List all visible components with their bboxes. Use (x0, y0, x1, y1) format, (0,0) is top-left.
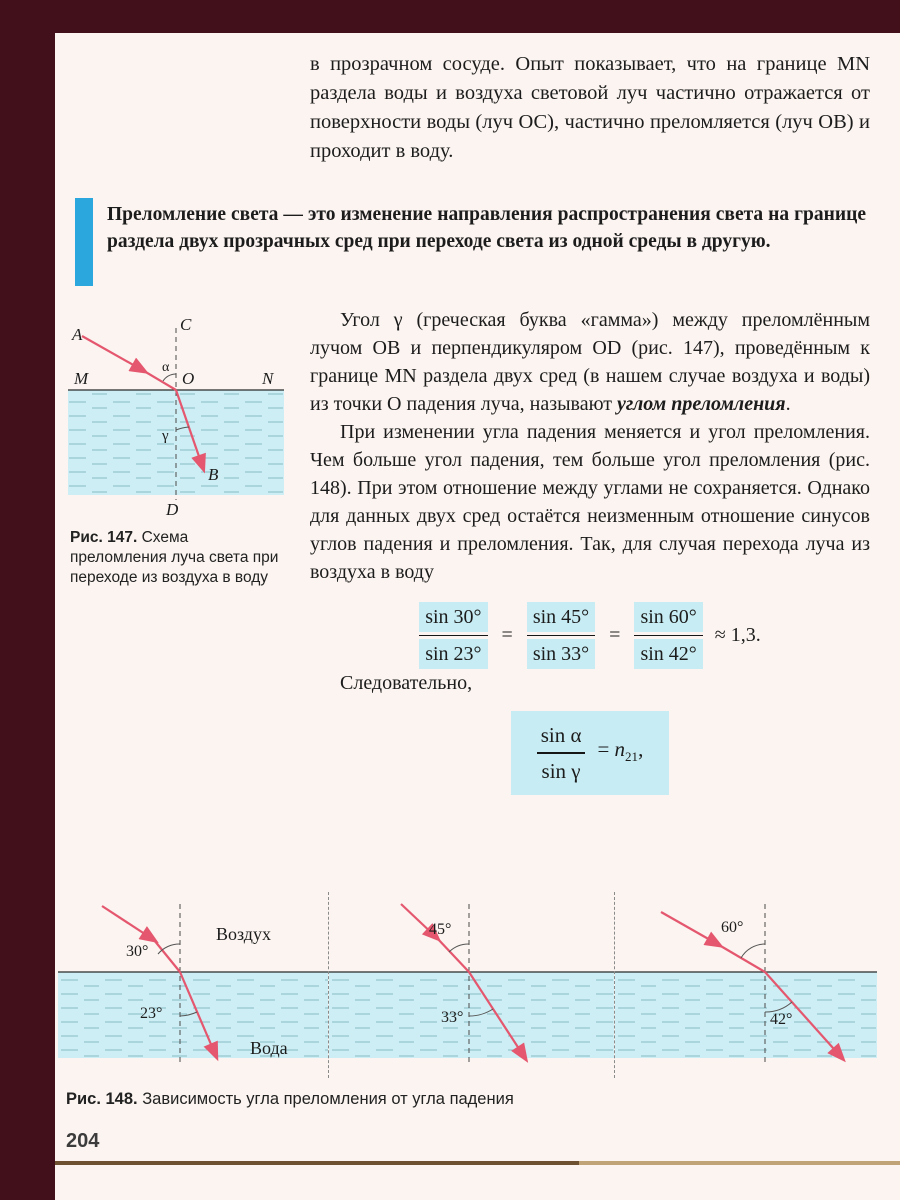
fraction-30 (419, 602, 487, 669)
approx-value: ≈ 1,3. (714, 624, 761, 647)
fraction-30-numerator: sin 30° (419, 602, 487, 632)
figure-148-panel-45 (329, 892, 614, 1080)
paragraph-refraction-angle (310, 306, 870, 418)
water-region (68, 390, 284, 495)
incident-ray-tail (154, 940, 180, 972)
definition-text: Преломление света — это изменение направления распространения света на границе раздела двух прозрачных сред при переходе света из одной среды в другую. (107, 204, 866, 252)
paragraph-refraction-angle-tail: . (785, 393, 791, 415)
label-M: M (74, 369, 89, 388)
formula-equals: = (597, 736, 610, 761)
fraction-45-bar (527, 635, 595, 637)
fraction-60 (634, 602, 702, 669)
fraction-60-bar (634, 635, 702, 637)
formula-symbol-n: n (614, 736, 626, 761)
water-region (329, 972, 614, 1058)
figure-147-caption (70, 528, 288, 588)
incident-ray-tail (144, 371, 176, 390)
incident-ray (82, 336, 144, 371)
formula-fraction (537, 720, 586, 787)
label-O: O (182, 369, 195, 388)
formula-numerator: sin α (540, 722, 582, 747)
label-alpha: α (162, 360, 170, 375)
definition-accent-bar (75, 198, 93, 286)
incident-ray (102, 906, 154, 940)
incidence-angle-label: 60° (721, 919, 744, 936)
fraction-30-bar (419, 635, 487, 637)
air-label: Воздух (216, 924, 271, 944)
refraction-index-formula-box (511, 711, 670, 796)
formula-denominator: sin γ (541, 759, 581, 784)
figure-147-caption-label: Рис. 147. (70, 529, 138, 546)
intro-paragraph: в прозрачном сосуде. Опыт показывает, что на границе MN раздела воды и воздуха световой луч частично отражается от поверхности воды (луч ОС), частично преломляется (луч ОВ) и проходит в воду. (310, 53, 870, 162)
figure-148-caption-text: Зависимость угла преломления от угла падения (142, 1090, 514, 1108)
refraction-angle-label: 42° (770, 1011, 793, 1028)
figure-148-caption-label: Рис. 148. (66, 1090, 138, 1108)
incident-ray (661, 912, 719, 945)
figure-147-caption-text: Схема преломления луча света при переходе из воздуха в воду (70, 529, 279, 586)
equals-sign: = (501, 624, 513, 647)
fraction-45 (527, 602, 595, 669)
fraction-45-numerator: sin 45° (527, 602, 595, 632)
water-label: Вода (250, 1038, 288, 1058)
label-gamma: γ (162, 428, 169, 444)
figure-148-panel-60 (615, 892, 877, 1080)
label-C: C (180, 315, 192, 334)
formula-subscript: 21 (625, 748, 639, 764)
figure-147-diagram (66, 314, 288, 519)
refraction-angle-term: углом преломления (617, 393, 786, 415)
incident-ray-tail (719, 945, 765, 972)
fraction-60-denominator: sin 42° (634, 639, 702, 669)
fraction-45-denominator: sin 33° (527, 639, 595, 669)
incidence-angle-label: 30° (126, 943, 149, 960)
sine-ratio-formula (310, 602, 870, 669)
equals-sign: = (609, 624, 621, 647)
figure-148 (58, 892, 877, 1080)
label-B: B (208, 465, 219, 484)
incidence-angle-label: 45° (429, 921, 452, 938)
formula-rhs (597, 735, 643, 771)
refraction-angle-label: 33° (441, 1009, 464, 1026)
formula-fraction-bar (537, 752, 586, 754)
water-region (615, 972, 877, 1058)
incident-ray-tail (437, 938, 469, 972)
footer-rule (55, 1161, 900, 1165)
sledovatelno-text: Следовательно, (340, 671, 473, 694)
paragraph-angle-change: При изменении угла падения меняется и угол преломления. Чем больше угол падения, тем больше угол преломления (рис. 148). При этом отношение между углами не сохраняется. Однако для данных двух сред остаётся неизменным отношение синусов углов падения и преломления. Так, для случая перехода луча из воздуха в воду (310, 421, 870, 583)
fraction-30-denominator: sin 23° (419, 639, 487, 669)
page-number: 204 (66, 1130, 100, 1152)
fraction-60-numerator: sin 60° (634, 602, 702, 632)
label-D: D (166, 500, 179, 519)
paragraph-refraction-angle-text: Угол γ (греческая буква «гамма») между преломлённым лучом ОВ и перпендикуляром OD (рис. 147), проведённым к границе MN раздела двух сред (в нашем случае воздуха и воды) из точки О падения луча, называют (310, 309, 870, 415)
incidence-angle-arc (741, 944, 765, 958)
formula-comma: , (638, 736, 644, 761)
book-cover-edge-top (0, 0, 900, 33)
main-text-column (310, 306, 870, 795)
incidence-angle-arc (449, 944, 469, 952)
figure-148-caption (66, 1090, 826, 1109)
book-cover-edge-left (0, 0, 55, 1200)
alpha-angle-arc (163, 374, 176, 381)
definition-callout (75, 198, 868, 286)
refraction-angle-label: 23° (140, 1005, 163, 1022)
label-N: N (262, 369, 274, 388)
label-A: A (72, 325, 83, 344)
figure-148-panel-30 (58, 892, 328, 1080)
